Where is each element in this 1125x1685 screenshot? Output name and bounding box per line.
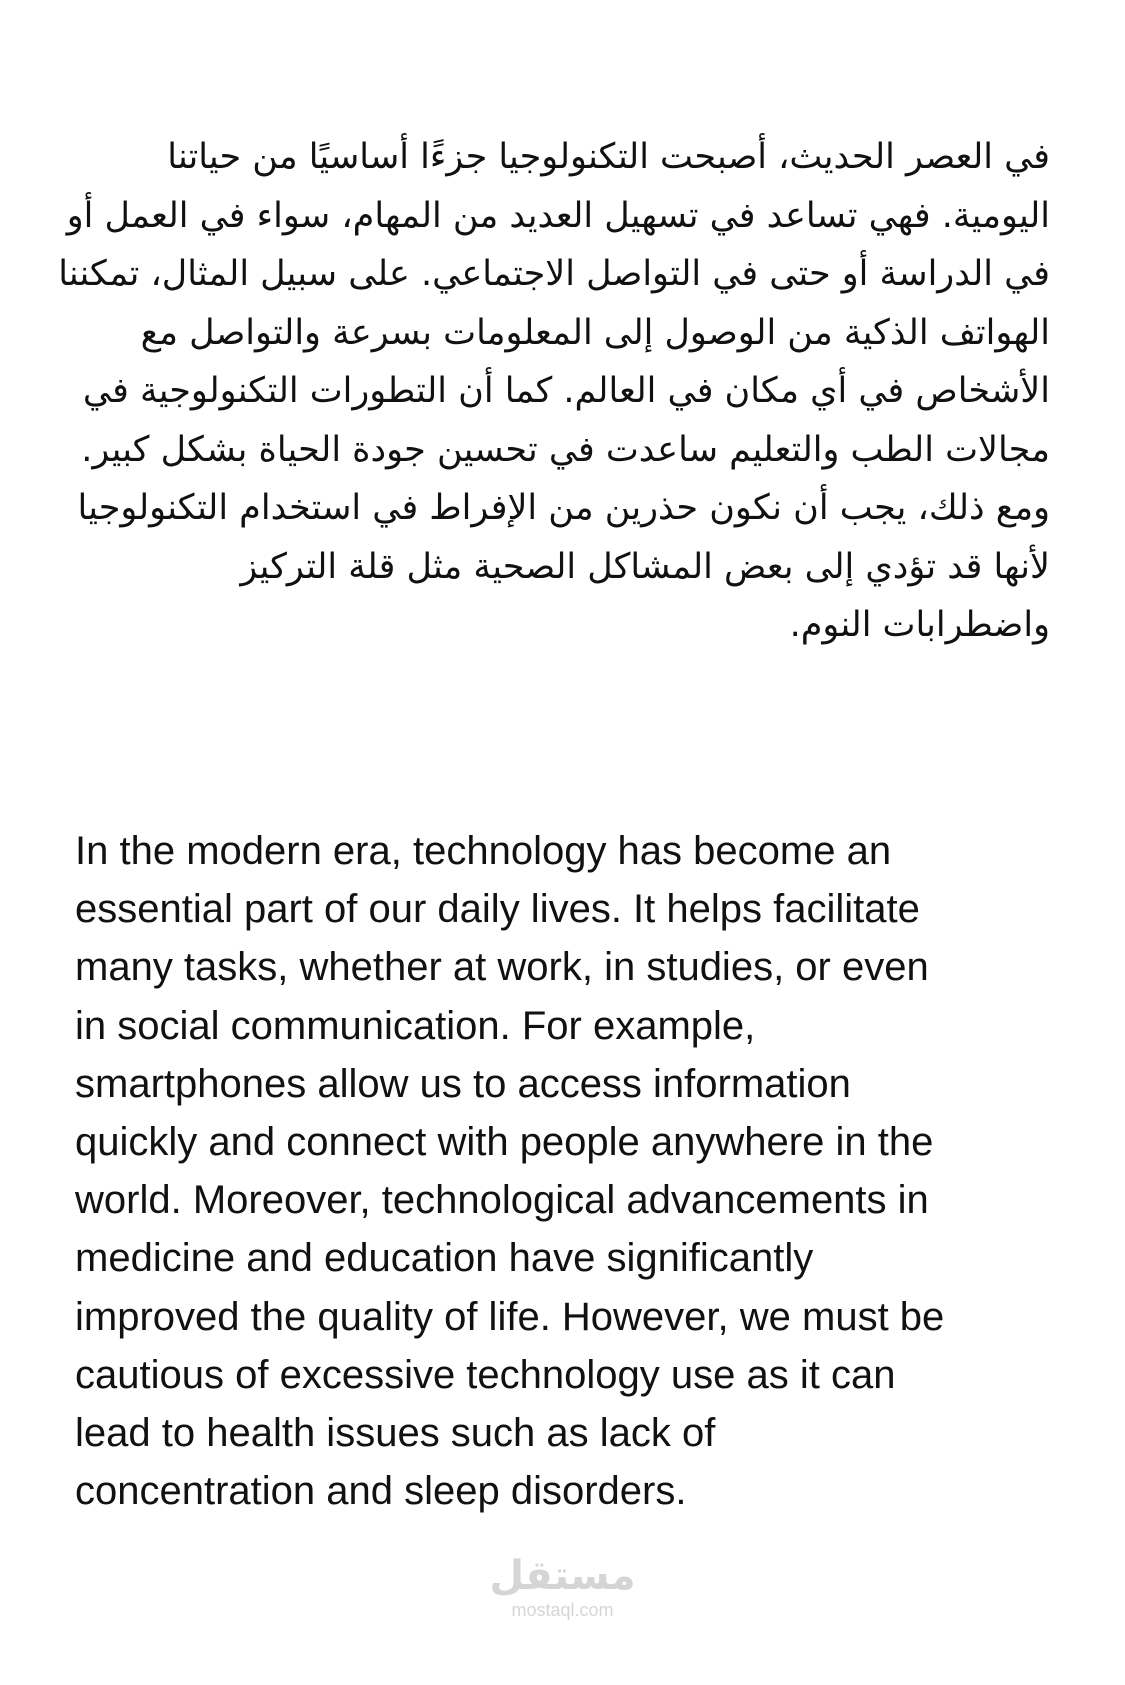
english-line: essential part of our daily lives. It helps facilitate (75, 887, 920, 932)
watermark-url: mostaql.com (511, 1600, 614, 1620)
arabic-line: واضطرابات النوم. (789, 605, 1050, 645)
english-line: cautious of excessive technology use as it can (75, 1352, 896, 1397)
arabic-line: في العصر الحديث، أصبحت التكنولوجيا جزءًا أساسيًا من حياتنا (167, 137, 1050, 177)
arabic-line: اليومية. فهي تساعد في تسهيل العديد من المهام، سواء في العمل أو (66, 195, 1050, 236)
watermark-logo: مستقل (489, 1553, 636, 1599)
english-line: quickly and connect with people anywhere in the (75, 1119, 934, 1164)
english-line: in social communication. For example, (75, 1003, 756, 1048)
english-line: improved the quality of life. However, we must be (75, 1294, 945, 1339)
english-line: In the modern era, technology has become an (75, 829, 892, 873)
english-line: world. Moreover, technological advancements in (75, 1178, 929, 1223)
english-line: concentration and sleep disorders. (75, 1469, 687, 1514)
arabic-line: لأنها قد تؤدي إلى بعض المشاكل الصحية مثل قلة التركيز (240, 546, 1050, 587)
english-paragraph (75, 822, 1065, 1520)
english-line: many tasks, whether at work, in studies, or even (75, 945, 929, 990)
english-line: medicine and education have significantly (75, 1236, 814, 1281)
arabic-paragraph (58, 128, 1050, 655)
english-line: smartphones allow us to access information (75, 1061, 851, 1106)
arabic-line: مجالات الطب والتعليم ساعدت في تحسين جودة الحياة بشكل كبير. (81, 429, 1050, 470)
mostaql-watermark (470, 1552, 655, 1620)
arabic-line: في الدراسة أو حتى في التواصل الاجتماعي. على سبيل المثال، تمكننا (58, 254, 1050, 294)
english-line: lead to health issues such as lack of (75, 1410, 716, 1455)
arabic-line: الهواتف الذكية من الوصول إلى المعلومات بسرعة والتواصل مع (140, 312, 1050, 353)
arabic-line: ومع ذلك، يجب أن نكون حذرين من الإفراط في استخدام التكنولوجيا (77, 488, 1050, 528)
arabic-line: الأشخاص في أي مكان في العالم. كما أن التطورات التكنولوجية في (82, 371, 1050, 411)
